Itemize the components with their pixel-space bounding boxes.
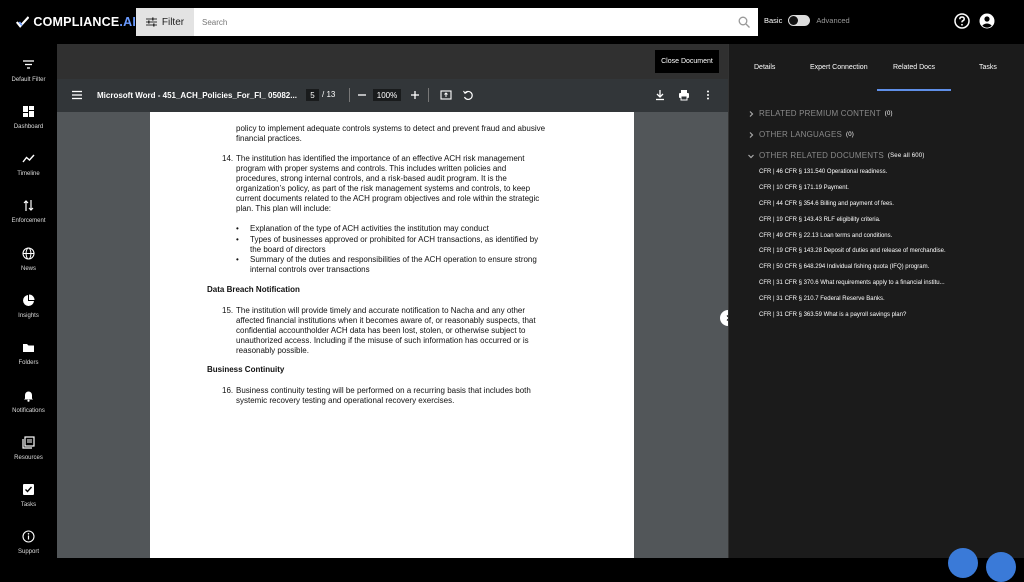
- related-doc-link[interactable]: CFR | 46 CFR § 131.540 Operational readiness.: [759, 169, 888, 175]
- help-icon[interactable]: [954, 13, 970, 29]
- related-doc-link[interactable]: CFR | 10 CFR § 171.19 Payment.: [759, 185, 849, 191]
- document-viewer[interactable]: [57, 112, 728, 558]
- sliders-icon: [146, 17, 157, 27]
- pdf-toolbar: [57, 79, 728, 112]
- nav-notifications[interactable]: [0, 389, 57, 414]
- bell-icon: [22, 389, 35, 402]
- search-bar: [136, 8, 758, 36]
- logo[interactable]: [0, 0, 136, 44]
- nav-timeline[interactable]: [0, 152, 57, 177]
- paragraph-line: Business continuity testing will be performed on a recurring basis that includes both: [236, 386, 531, 395]
- nav-support[interactable]: [0, 530, 57, 555]
- close-document-button[interactable]: Close Document: [655, 50, 719, 73]
- mode-switch[interactable]: [788, 15, 810, 26]
- search-mode-toggle: [764, 15, 850, 26]
- dashboard-icon: [22, 105, 35, 118]
- nav-label: Notifications: [12, 408, 45, 414]
- filter-label: Filter: [161, 16, 185, 28]
- section-count: (0): [884, 110, 893, 117]
- section-label: RELATED PREMIUM CONTENT: [759, 109, 881, 118]
- zoom-level[interactable]: 100%: [373, 89, 401, 101]
- related-doc-link[interactable]: CFR | 19 CFR § 143.43 RLF eligibility criteria.: [759, 217, 881, 223]
- account-icon[interactable]: [979, 13, 995, 29]
- document-title: Microsoft Word - 451_ACH_Policies_For_FI_ 05082...: [97, 91, 297, 100]
- section-heading: Business Continuity: [207, 365, 285, 374]
- nav-label: Resources: [14, 455, 43, 461]
- paragraph-line: unauthorized access. Including if the misuse of such information has occurred or is: [236, 336, 529, 345]
- nav-label: Folders: [18, 360, 39, 366]
- help-widget-button[interactable]: [986, 552, 1016, 582]
- nav-label: Enforcement: [11, 218, 46, 224]
- related-doc-link[interactable]: CFR | 31 CFR § 210.7 Federal Reserve Banks.: [759, 296, 885, 302]
- item-number: 14.: [222, 154, 234, 163]
- zoom-in-icon[interactable]: [409, 89, 421, 101]
- paragraph-line: The institution has identified the importance of an effective ACH risk management: [236, 154, 525, 163]
- chevron-right-icon: [747, 131, 755, 139]
- filter-button[interactable]: [136, 8, 194, 36]
- other-related-toggle[interactable]: [747, 151, 925, 160]
- related-doc-link[interactable]: CFR | 19 CFR § 143.28 Deposit of duties and release of merchandise.: [759, 248, 946, 254]
- related-doc-link[interactable]: CFR | 44 CFR § 354.6 Billing and payment of fees.: [759, 201, 894, 207]
- basic-label: Basic: [764, 16, 783, 25]
- intro-line: financial practices.: [236, 134, 302, 143]
- item-number: 16.: [222, 386, 234, 395]
- search-icon[interactable]: [738, 16, 750, 28]
- nav-label: Insights: [18, 313, 39, 319]
- active-tab-indicator: [877, 89, 951, 91]
- tab-related-docs[interactable]: Related Docs: [893, 64, 936, 71]
- section-label: OTHER LANGUAGES: [759, 130, 843, 139]
- nav-dashboard[interactable]: [0, 105, 57, 130]
- pie-chart-icon: [22, 294, 35, 307]
- download-icon[interactable]: [654, 89, 666, 101]
- nav-insights[interactable]: [0, 294, 57, 319]
- toolbar-divider: [428, 88, 429, 102]
- advanced-label: Advanced: [816, 16, 850, 25]
- related-doc-link[interactable]: CFR | 50 CFR § 648.294 Individual fishing quota (IFQ) program.: [759, 264, 930, 270]
- item-number: 15.: [222, 306, 234, 315]
- nav-label: Timeline: [17, 171, 40, 177]
- related-doc-link[interactable]: CFR | 49 CFR § 22.13 Loan terms and conditions.: [759, 233, 893, 239]
- other-languages-toggle[interactable]: [747, 130, 854, 139]
- nav-default-filter[interactable]: [0, 58, 57, 83]
- page-total: / 13: [322, 90, 336, 99]
- intro-line: policy to implement adequate controls systems to detect and prevent fraud and abusive: [236, 124, 546, 133]
- tab-tasks[interactable]: Tasks: [979, 64, 997, 71]
- toolbar-divider: [349, 88, 350, 102]
- nav-label: Dashboard: [13, 124, 44, 130]
- chevron-right-icon: [747, 110, 755, 118]
- paragraph-line: organization’s policy, as part of the risk management systems and controls, to keep: [236, 184, 531, 193]
- tab-details[interactable]: Details: [754, 64, 776, 71]
- chat-widget-button[interactable]: [948, 548, 978, 578]
- nav-enforcement[interactable]: [0, 199, 57, 224]
- logo-text: COMPLIANCE.AI: [33, 15, 136, 29]
- related-doc-link[interactable]: CFR | 31 CFR § 363.59 What is a payroll savings plan?: [759, 312, 907, 318]
- paragraph-line: plan. This plan will include:: [236, 204, 332, 213]
- zoom-out-icon[interactable]: [356, 89, 368, 101]
- filter-icon: [22, 58, 35, 71]
- paragraph-line: program with proper systems and controls. This includes written policies and: [236, 164, 507, 173]
- nav-label: Support: [17, 549, 39, 555]
- bullet-item: • Summary of the duties and responsibilities of the ACH operation to ensure strong: [250, 255, 537, 265]
- nav-label: News: [20, 266, 36, 272]
- checkbox-icon: [22, 483, 35, 496]
- info-icon: [22, 530, 35, 543]
- bullet-continuation: internal controls over transactions: [250, 265, 370, 274]
- print-icon[interactable]: [678, 89, 690, 101]
- logo-check-icon: [16, 15, 29, 29]
- paragraph-line: procedures, strong internal controls, and a risk-based audit program. It is the: [236, 174, 507, 183]
- paragraph-line: reasonably possible.: [236, 346, 309, 355]
- right-panel: [728, 44, 1024, 558]
- globe-icon: [22, 247, 35, 260]
- bullet-item: • Types of businesses approved or prohibited for ACH transactions, as identified by: [250, 235, 538, 245]
- paragraph-line: affected financial institutions when it becomes aware of, or reasonably suspects, that: [236, 316, 536, 325]
- library-icon: [22, 436, 35, 449]
- see-all-link[interactable]: (See all 600): [887, 152, 925, 159]
- paragraph-line: systemic recovery testing and operational recovery exercises.: [236, 396, 455, 405]
- nav-label: Tasks: [20, 502, 37, 508]
- paragraph-line: confidential accountholder ACH data has been lost, stolen, or otherwise subject to: [236, 326, 526, 335]
- rotate-icon[interactable]: [462, 89, 474, 101]
- timeline-icon: [22, 152, 35, 165]
- page-number-input[interactable]: 5: [306, 89, 319, 101]
- paragraph-line: current documents related to the ACH program objectives and role within the strategic: [236, 194, 540, 203]
- bullet-item: • Explanation of the type of ACH activities the institution may conduct: [250, 224, 489, 234]
- chevron-down-icon: [747, 152, 755, 160]
- menu-icon[interactable]: [71, 89, 83, 101]
- nav-news[interactable]: [0, 247, 57, 272]
- folder-icon: [22, 341, 35, 354]
- viewer-header: [57, 44, 728, 79]
- nav-tasks[interactable]: [0, 483, 57, 508]
- section-label: OTHER RELATED DOCUMENTS: [759, 151, 884, 160]
- left-nav: [0, 44, 57, 558]
- section-heading: Data Breach Notification: [207, 285, 300, 294]
- paragraph-line: The institution will provide timely and accurate notification to Nacha and any other: [236, 306, 526, 315]
- related-premium-toggle[interactable]: [747, 109, 893, 118]
- fit-page-icon[interactable]: [440, 89, 452, 101]
- top-bar: [0, 0, 1024, 44]
- nav-resources[interactable]: [0, 436, 57, 461]
- panel-tabs: [729, 44, 1024, 91]
- search-input[interactable]: [194, 8, 758, 36]
- section-count: (0): [846, 131, 854, 138]
- bullet-continuation: the board of directors: [250, 245, 326, 254]
- related-doc-link[interactable]: CFR | 31 CFR § 370.6 What requirements apply to a financial institu...: [759, 280, 945, 286]
- document-page: [150, 112, 634, 558]
- nav-label: Default Filter: [11, 77, 46, 83]
- more-options-icon[interactable]: [702, 89, 714, 101]
- nav-folders[interactable]: [0, 341, 57, 366]
- tab-expert-connection[interactable]: Expert Connection: [810, 64, 868, 71]
- enforcement-icon: [22, 199, 35, 212]
